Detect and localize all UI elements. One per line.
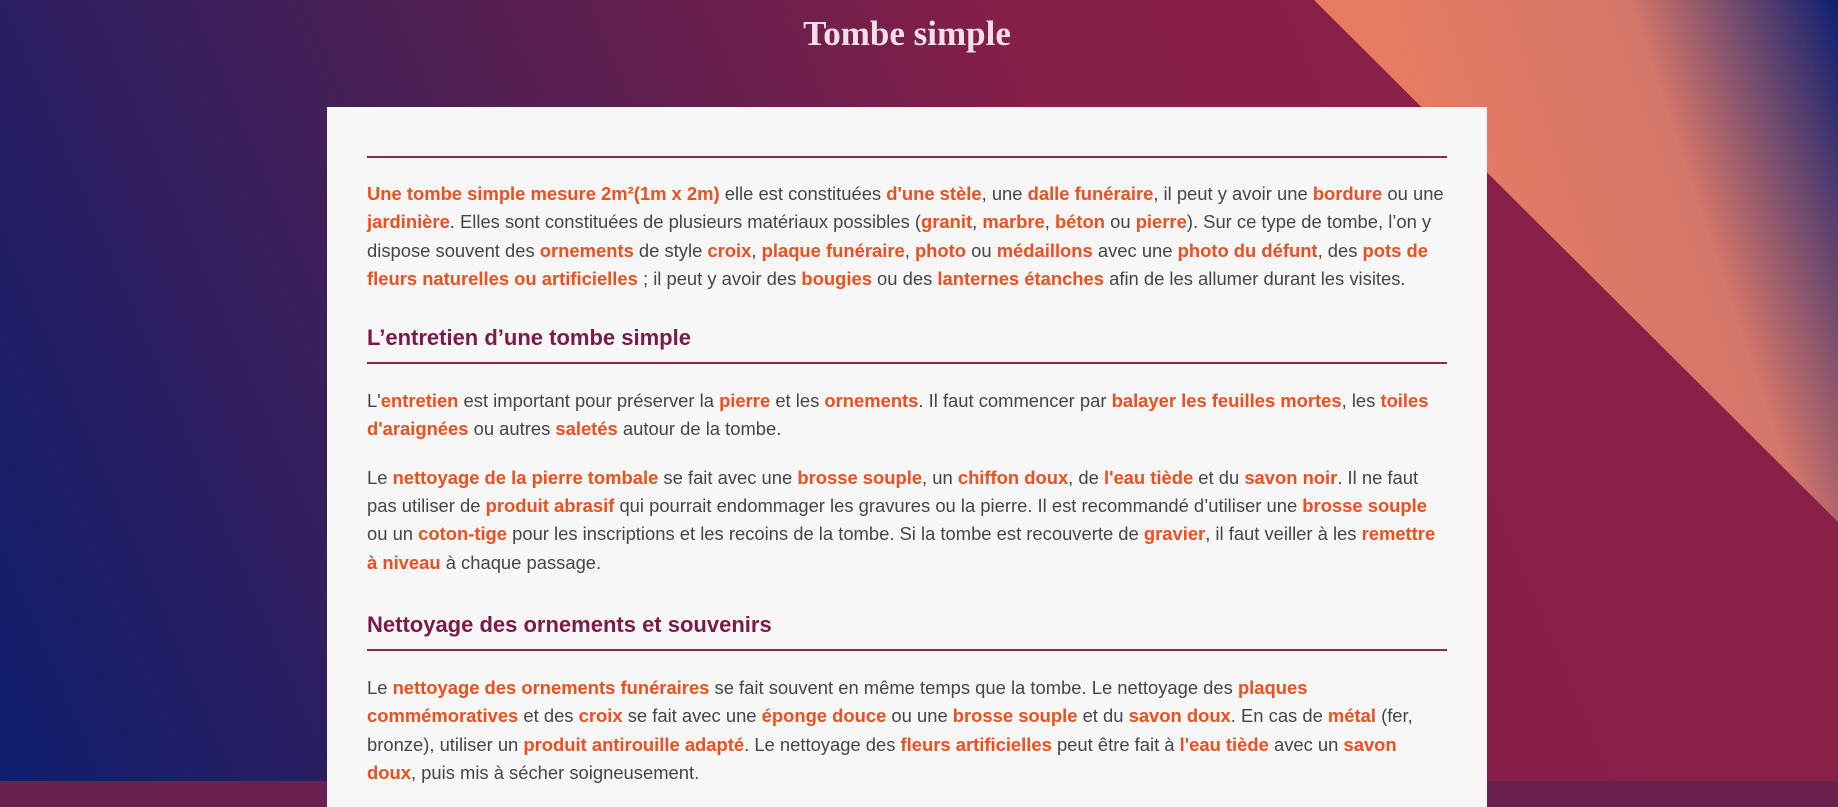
top-rule xyxy=(367,156,1447,158)
highlighted-term: photo xyxy=(914,239,966,261)
page-title: Tombe simple xyxy=(803,14,1011,53)
highlighted-term: bordure xyxy=(1312,183,1383,204)
text-run: , xyxy=(972,211,983,233)
text-run: , une xyxy=(981,183,1028,204)
intro-paragraph xyxy=(367,180,1447,293)
text-run: . Elles sont constituées de plusieurs matériaux possibles ( xyxy=(449,211,922,233)
highlighted-term: ornements xyxy=(824,390,919,412)
highlighted-term: toiles d'araignées xyxy=(367,390,1429,440)
highlighted-term: nettoyage des ornements funéraires xyxy=(392,676,710,698)
highlighted-term: saletés xyxy=(555,418,618,440)
paragraph-entretien-1 xyxy=(367,387,1447,444)
highlighted-term: croix xyxy=(578,705,623,727)
text-run: (fer, bronze), utiliser un xyxy=(367,705,1413,755)
text-run: ou autres xyxy=(468,418,556,440)
text-run: ou un xyxy=(367,523,419,545)
text-run: . Il faut commencer par xyxy=(918,390,1112,412)
text-run: ). Sur ce type de tombe, l’on y dispose souvent des xyxy=(367,211,1432,261)
highlighted-term: lanternes étanches xyxy=(937,267,1104,289)
text-run: et du xyxy=(1193,466,1245,488)
text-run: , il faut veiller à les xyxy=(1205,523,1362,545)
text-run: elle est constituées xyxy=(719,183,887,204)
highlighted-term: l'eau tiède xyxy=(1179,733,1269,755)
text-run: qui pourrait endommager les gravures ou la pierre. Il est recommandé d’utiliser une xyxy=(614,495,1303,517)
text-run: avec un xyxy=(1268,733,1344,755)
highlighted-term: bougies xyxy=(801,267,872,289)
highlighted-term: pots de fleurs naturelles ou artificielles xyxy=(367,239,1428,289)
text-run: et du xyxy=(1077,705,1129,727)
text-run: ou des xyxy=(871,267,938,289)
highlighted-term: l'eau tiède xyxy=(1103,466,1194,488)
text-run: ou une xyxy=(1382,183,1444,204)
text-run: est important pour préserver la xyxy=(458,390,720,412)
highlighted-term: marbre xyxy=(982,211,1045,233)
highlighted-term: plaques commémoratives xyxy=(367,676,1308,727)
highlighted-term: savon doux xyxy=(367,733,1397,783)
highlighted-term: savon doux xyxy=(1128,705,1231,727)
text-run: , des xyxy=(1317,239,1363,261)
highlighted-term: béton xyxy=(1054,211,1106,233)
text-run: ou une xyxy=(886,705,953,727)
text-run: et les xyxy=(770,390,825,412)
article-content xyxy=(367,156,1447,787)
section-heading-ornements: Nettoyage des ornements et souvenirs xyxy=(367,611,772,637)
highlighted-term: brosse souple xyxy=(1302,495,1427,517)
paragraph-ornements-1 xyxy=(367,674,1447,787)
text-run: . En cas de xyxy=(1230,705,1328,727)
text-run: , de xyxy=(1068,466,1104,488)
highlighted-term: Une tombe simple mesure 2m²(1m x 2m) xyxy=(367,183,720,204)
highlighted-term: croix xyxy=(707,239,752,261)
highlighted-term: pierre xyxy=(1135,211,1187,233)
highlighted-term: granit xyxy=(921,211,973,233)
text-run: se fait souvent en même temps que la tombe. Le nettoyage des xyxy=(709,676,1238,698)
highlighted-term: nettoyage de la pierre tombale xyxy=(392,466,659,488)
text-run: peut être fait à xyxy=(1051,733,1180,755)
text-run: ou xyxy=(966,239,997,261)
section-rule xyxy=(367,649,1447,651)
text-run: se fait avec une xyxy=(622,705,762,727)
highlighted-term: produit antirouille adapté xyxy=(523,733,745,755)
highlighted-term: dalle funéraire xyxy=(1027,183,1154,204)
section-heading-entretien: L’entretien d’une tombe simple xyxy=(367,325,691,351)
highlighted-term: plaque funéraire xyxy=(761,239,905,261)
text-run: avec une xyxy=(1092,239,1178,261)
highlighted-term: photo du défunt xyxy=(1177,239,1318,261)
highlighted-term: coton-tige xyxy=(418,523,508,545)
text-run: , il peut y avoir une xyxy=(1153,183,1313,204)
text-run: de style xyxy=(633,239,708,261)
highlighted-term: savon noir xyxy=(1244,466,1338,488)
highlighted-term: balayer les feuilles mortes xyxy=(1111,390,1342,412)
highlighted-term: éponge douce xyxy=(761,705,887,727)
text-run: Le xyxy=(367,466,393,488)
text-run: , les xyxy=(1341,390,1381,412)
highlighted-term: remettre à niveau xyxy=(367,523,1436,573)
text-run: autour de la tombe. xyxy=(617,418,782,440)
text-run: et des xyxy=(518,705,579,727)
highlighted-term: d'une stèle xyxy=(886,183,982,204)
text-run: à chaque passage. xyxy=(440,551,602,573)
highlighted-term: produit abrasif xyxy=(485,495,615,517)
highlighted-term: ornements xyxy=(539,239,634,261)
highlighted-term: pierre xyxy=(719,390,771,412)
text-run: ou xyxy=(1105,211,1136,233)
text-run: , un xyxy=(922,466,958,488)
text-run: ; il peut y avoir des xyxy=(637,267,802,289)
text-run: . Le nettoyage des xyxy=(744,733,901,755)
highlighted-term: brosse souple xyxy=(797,466,923,488)
text-run: Le xyxy=(367,676,393,698)
text-run: afin de les allumer durant les visites. xyxy=(1104,267,1406,289)
text-run: , puis mis à sécher soigneusement. xyxy=(410,761,700,783)
highlighted-term: entretien xyxy=(380,390,459,412)
highlighted-term: gravier xyxy=(1143,523,1206,545)
text-run: , xyxy=(1044,211,1055,233)
highlighted-term: médaillons xyxy=(996,239,1093,261)
highlighted-term: chiffon doux xyxy=(957,466,1069,488)
highlighted-term: fleurs artificielles xyxy=(900,733,1052,755)
text-run: , xyxy=(751,239,762,261)
text-run: L' xyxy=(367,390,381,412)
highlighted-term: métal xyxy=(1327,705,1376,727)
text-run: . Il ne faut pas utiliser de xyxy=(367,466,1419,517)
paragraph-entretien-2 xyxy=(367,464,1447,577)
section-rule xyxy=(367,362,1447,364)
highlighted-term: brosse souple xyxy=(952,705,1078,727)
text-run: pour les inscriptions et les recoins de la tombe. Si la tombe est recouverte de xyxy=(507,523,1144,545)
article-card xyxy=(327,107,1487,807)
text-run: se fait avec une xyxy=(658,466,798,488)
highlighted-term: jardinière xyxy=(367,211,450,233)
text-run: , xyxy=(904,239,915,261)
